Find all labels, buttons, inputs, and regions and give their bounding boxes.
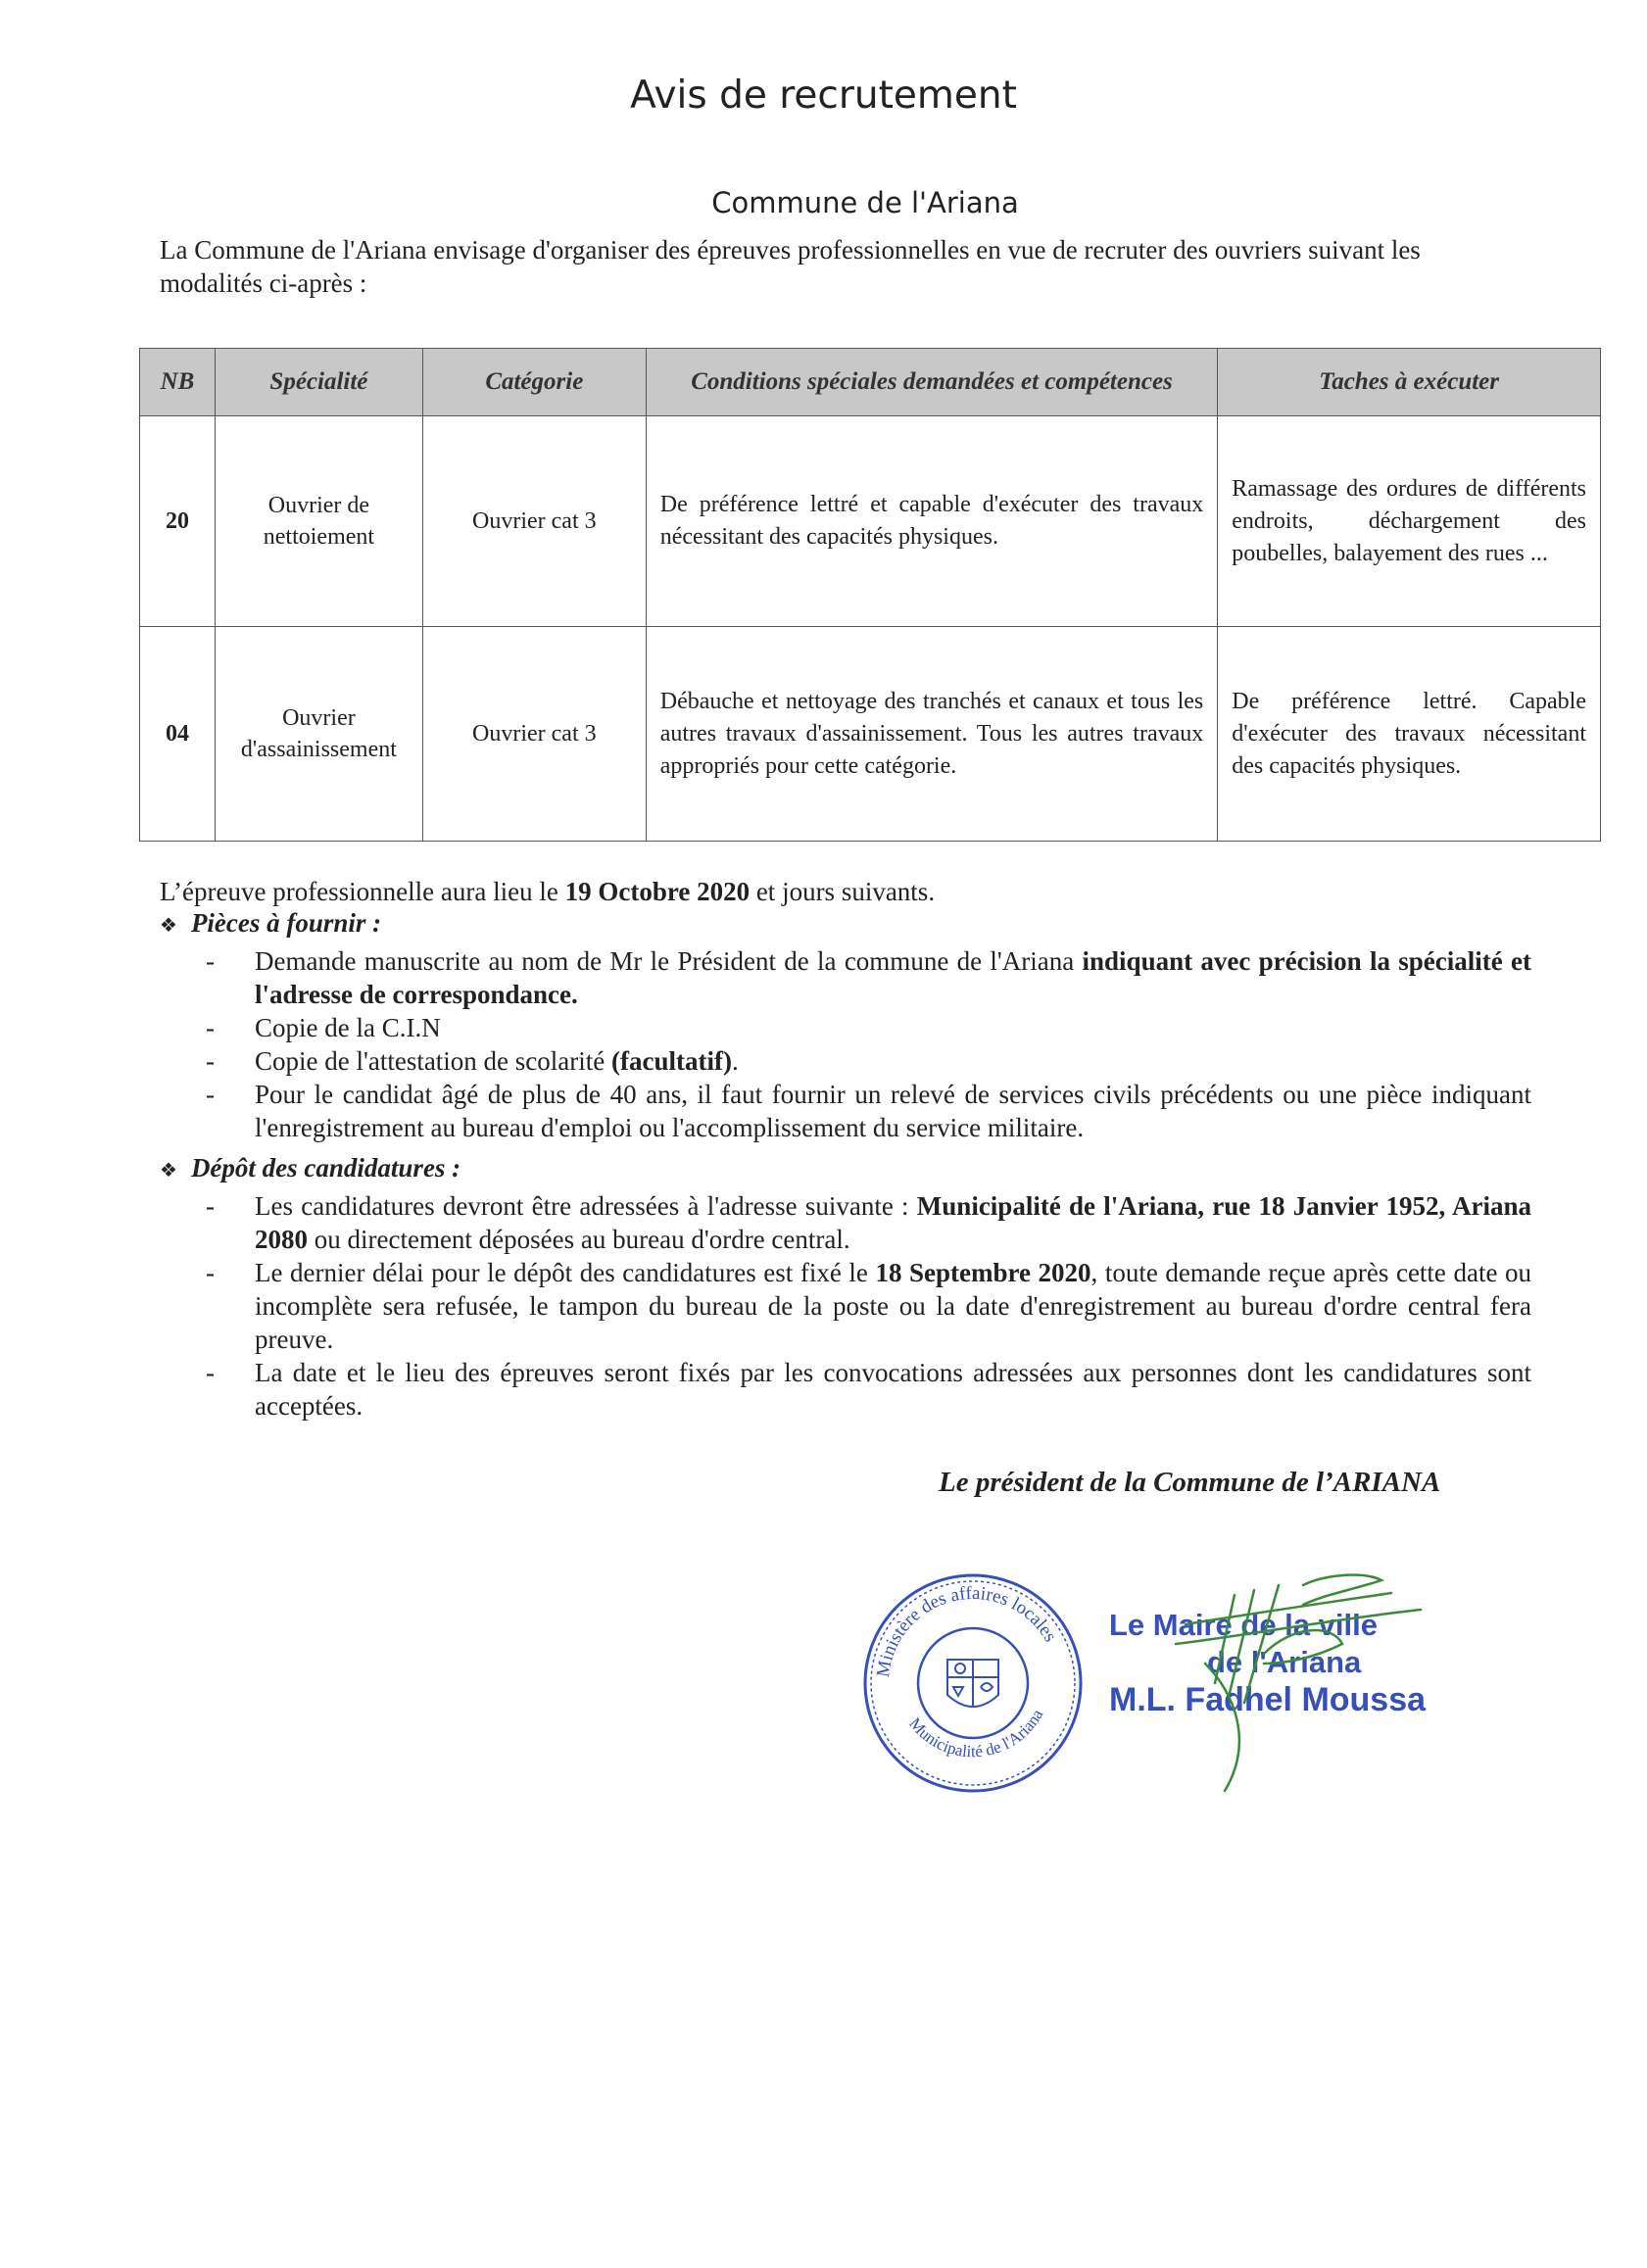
row-categorie: Ouvrier cat 3: [422, 627, 646, 842]
epreuve-date: 19 Octobre 2020: [564, 877, 751, 906]
recruitment-table: [139, 348, 1601, 842]
table-header-row: [140, 349, 1601, 416]
svg-text:Ministère des affaires locales: Ministère des affaires locales: [872, 1582, 1061, 1679]
row-specialite: Ouvrier d'assainissement: [215, 627, 422, 842]
row-nb: 20: [140, 416, 216, 627]
table-row: [140, 416, 1601, 627]
row-taches: Ramassage des ordures de différents endroits, déchargement des poubelles, balayement des rues ...: [1218, 416, 1601, 627]
signatory-line: Le président de la Commune de l’ARIANA: [939, 1467, 1441, 1498]
intro-paragraph: La Commune de l'Ariana envisage d'organiser des épreuves professionnelles en vue de recruter des ouvriers suivant les modalités ci-après :: [160, 235, 1421, 298]
depot-list: [206, 1189, 1531, 1423]
header-categorie: Catégorie: [422, 349, 646, 416]
table-row: [140, 627, 1601, 842]
diamond-bullet-icon: ❖: [160, 1160, 177, 1182]
row-nb: 04: [140, 627, 216, 842]
handwritten-signature-icon: [1097, 1566, 1430, 1801]
list-item: - Copie de la C.I.N: [206, 1011, 1531, 1044]
mayor-stamp-line: M.L. Fadhel Moussa: [1109, 1681, 1427, 1718]
row-categorie: Ouvrier cat 3: [422, 416, 646, 627]
list-item: - La date et le lieu des épreuves seront fixés par les convocations adressées aux personnes dont les candidatures sont acceptées.: [206, 1356, 1531, 1423]
depot-heading: ❖ Dépôt des candidatures :: [160, 1153, 461, 1182]
row-taches: De préférence lettré. Capable d'exécuter des travaux nécessitant des capacités physiques.: [1218, 627, 1601, 842]
diamond-bullet-icon: ❖: [160, 915, 177, 937]
mayor-stamp-line: Le Maire de la ville: [1109, 1608, 1378, 1642]
header-nb: NB: [140, 349, 216, 416]
row-conditions: Débauche et nettoyage des tranchés et canaux et tous les autres travaux d'assainissement. Tous les autres travaux appropriés pour cette catégorie.: [646, 627, 1218, 842]
row-conditions: De préférence lettré et capable d'exécuter des travaux nécessitant des capacités physiques.: [646, 416, 1218, 627]
header-conditions: Conditions spéciales demandées et compétences: [646, 349, 1218, 416]
svg-text:Municipalité de l'Ariana: Municipalité de l'Ariana: [905, 1706, 1047, 1761]
page-title: Avis de recrutement: [630, 73, 1017, 118]
list-item: - Les candidatures devront être adressées à l'adresse suivante : Municipalité de l'Ariana, rue 18 Janvier 1952, Ariana 2080 ou directement déposées au bureau d'ordre central.: [206, 1189, 1531, 1256]
header-taches: Taches à exécuter: [1218, 349, 1601, 416]
list-item: - Demande manuscrite au nom de Mr le Président de la commune de l'Ariana indiquant avec précision la spécialité et l'adresse de correspondance.: [206, 944, 1531, 1011]
list-item: - Copie de l'attestation de scolarité (facultatif).: [206, 1044, 1531, 1078]
list-item: - Le dernier délai pour le dépôt des candidatures est fixé le 18 Septembre 2020, toute demande reçue après cette date ou incomplète sera refusée, le tampon du bureau de la poste ou la date d'enregistrement au bureau d'ordre central fera preuve.: [206, 1256, 1531, 1356]
municipal-seal-icon: [859, 1569, 1087, 1797]
pieces-list: [206, 944, 1531, 1144]
header-specialite: Spécialité: [215, 349, 422, 416]
pieces-heading: ❖ Pièces à fournir :: [160, 908, 382, 938]
mayor-stamp-line: de l'Ariana: [1207, 1645, 1362, 1679]
row-specialite: Ouvrier de nettoiement: [215, 416, 422, 627]
epreuve-date-line: L’épreuve professionnelle aura lieu le 19 Octobre 2020 et jours suivants.: [160, 877, 936, 906]
list-item: - Pour le candidat âgé de plus de 40 ans, il faut fournir un relevé de services civils précédents ou une pièce indiquant l'enregistrement au bureau d'emploi ou l'accomplissement du service militaire.: [206, 1078, 1531, 1144]
commune-subtitle: Commune de l'Ariana: [711, 186, 1019, 219]
